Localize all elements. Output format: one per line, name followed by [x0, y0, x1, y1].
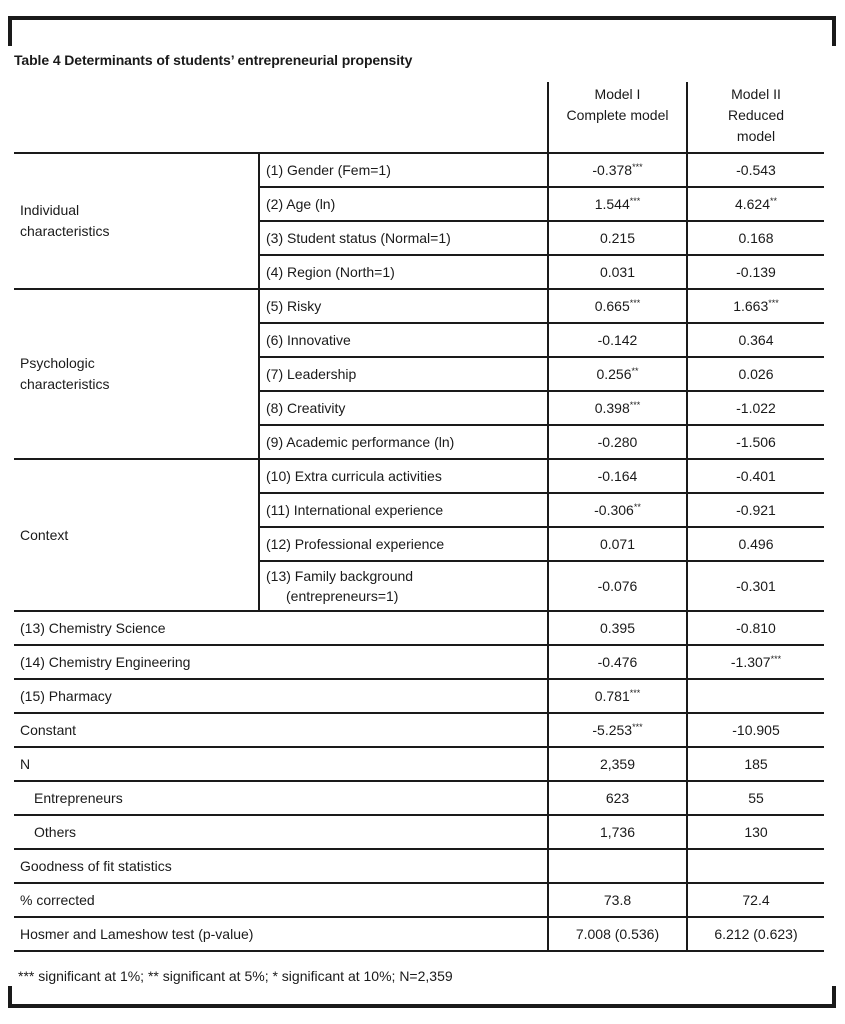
row-label: Constant [14, 713, 548, 747]
model2-value: 185 [687, 747, 824, 781]
model2-value: -10.905 [687, 713, 824, 747]
table-row [14, 645, 824, 679]
model2-value: 4.624** [687, 187, 824, 221]
row-label: (2) Age (ln) [259, 187, 548, 221]
row-label: Others [14, 815, 548, 849]
row-label: (4) Region (North=1) [259, 255, 548, 289]
row-label: (11) International experience [259, 493, 548, 527]
model2-value: -1.506 [687, 425, 824, 459]
model1-value: 0.395 [548, 611, 687, 645]
table-row [14, 153, 824, 187]
table-row [14, 611, 824, 645]
row-label: (15) Pharmacy [14, 679, 548, 713]
table-header-row [14, 82, 824, 153]
model2-value: -0.543 [687, 153, 824, 187]
frame-top-border [8, 16, 836, 20]
model1-value: 0.781*** [548, 679, 687, 713]
table-row [14, 289, 824, 323]
model2-value: 0.026 [687, 357, 824, 391]
table-row [14, 883, 824, 917]
model2-value: 1.663*** [687, 289, 824, 323]
table-row [14, 917, 824, 951]
row-label: (1) Gender (Fem=1) [259, 153, 548, 187]
model1-value: -0.476 [548, 645, 687, 679]
model2-value: 0.496 [687, 527, 824, 561]
model1-value: 0.031 [548, 255, 687, 289]
model2-value: -1.307*** [687, 645, 824, 679]
model1-value: -5.253*** [548, 713, 687, 747]
row-label: (8) Creativity [259, 391, 548, 425]
model1-value: -0.076 [548, 561, 687, 611]
row-label: (10) Extra curricula activities [259, 459, 548, 493]
frame-top-right-corner [832, 16, 836, 46]
table-title: Table 4 Determinants of students’ entrepreneurial propensity [14, 52, 413, 68]
model1-value: 1.544*** [548, 187, 687, 221]
model2-value: 55 [687, 781, 824, 815]
row-label: Goodness of fit statistics [14, 849, 548, 883]
header-model-2: Model II Reduced model [687, 82, 824, 153]
row-label: % corrected [14, 883, 548, 917]
model2-value: -0.301 [687, 561, 824, 611]
table-row [14, 849, 824, 883]
model1-value: 0.256** [548, 357, 687, 391]
row-label: (7) Leadership [259, 357, 548, 391]
model1-value: 0.071 [548, 527, 687, 561]
model2-value: 130 [687, 815, 824, 849]
model1-value [548, 849, 687, 883]
row-label: (3) Student status (Normal=1) [259, 221, 548, 255]
group-label-psychologic: Psychologic characteristics [14, 289, 259, 459]
row-label: (5) Risky [259, 289, 548, 323]
model1-value: -0.164 [548, 459, 687, 493]
model1-value: 73.8 [548, 883, 687, 917]
table-row [14, 747, 824, 781]
row-label: (13) Family background (entrepreneurs=1) [259, 561, 548, 611]
model1-value: 2,359 [548, 747, 687, 781]
model2-value: 6.212 (0.623) [687, 917, 824, 951]
model2-value: -0.401 [687, 459, 824, 493]
frame-top-left-corner [8, 16, 12, 46]
model2-value: -1.022 [687, 391, 824, 425]
model2-value [687, 679, 824, 713]
model1-value: 1,736 [548, 815, 687, 849]
row-label: Hosmer and Lameshow test (p-value) [14, 917, 548, 951]
model1-value: -0.378*** [548, 153, 687, 187]
model2-value: 0.168 [687, 221, 824, 255]
row-label: (12) Professional experience [259, 527, 548, 561]
model1-value: 0.398*** [548, 391, 687, 425]
table-row [14, 781, 824, 815]
model2-value: -0.921 [687, 493, 824, 527]
frame-bottom-border [8, 1004, 836, 1008]
model1-value: -0.280 [548, 425, 687, 459]
row-label: (14) Chemistry Engineering [14, 645, 548, 679]
model1-value: 0.665*** [548, 289, 687, 323]
row-label: (13) Chemistry Science [14, 611, 548, 645]
model2-value: 0.364 [687, 323, 824, 357]
table-row [14, 815, 824, 849]
model1-value: 623 [548, 781, 687, 815]
table-footnote: *** significant at 1%; ** significant at 5%; * significant at 10%; N=2,359 [18, 968, 453, 984]
model1-value: 0.215 [548, 221, 687, 255]
results-table [14, 82, 824, 952]
row-label: N [14, 747, 548, 781]
row-label: (6) Innovative [259, 323, 548, 357]
table-row [14, 713, 824, 747]
header-model-1: Model I Complete model [548, 82, 687, 153]
row-label: (9) Academic performance (ln) [259, 425, 548, 459]
group-label-individual: Individual characteristics [14, 153, 259, 289]
model2-value: -0.810 [687, 611, 824, 645]
model1-value: 7.008 (0.536) [548, 917, 687, 951]
model2-value [687, 849, 824, 883]
model1-value: -0.142 [548, 323, 687, 357]
model2-value: -0.139 [687, 255, 824, 289]
model1-value: -0.306** [548, 493, 687, 527]
row-label: Entrepreneurs [14, 781, 548, 815]
table-row [14, 459, 824, 493]
group-label-context: Context [14, 459, 259, 611]
table-row [14, 679, 824, 713]
model2-value: 72.4 [687, 883, 824, 917]
